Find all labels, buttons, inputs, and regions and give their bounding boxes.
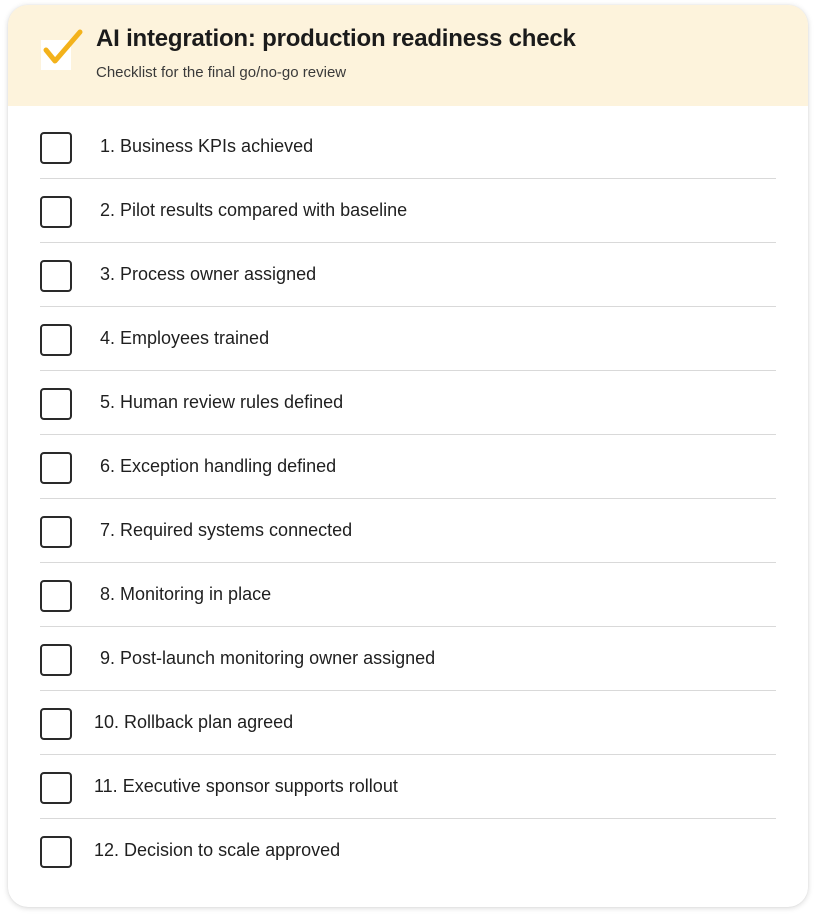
checkbox-item-9[interactable] [40, 644, 72, 676]
checkbox-item-7[interactable] [40, 516, 72, 548]
checkbox-item-8[interactable] [40, 580, 72, 612]
item-number: 2. [99, 200, 115, 220]
checkbox-item-6[interactable] [40, 452, 72, 484]
item-text: Rollback plan agreed [124, 712, 294, 732]
list-item [40, 371, 776, 435]
item-text: Decision to scale approved [124, 840, 341, 860]
item-label [94, 520, 774, 541]
checkbox-item-12[interactable] [40, 836, 72, 868]
list-item [40, 563, 776, 627]
item-number: 5. [99, 392, 115, 412]
item-text: Human review rules defined [120, 392, 344, 412]
item-text: Post-launch monitoring owner assigned [120, 648, 436, 668]
item-number: 12. [94, 840, 120, 860]
checkbox-item-1[interactable] [40, 132, 72, 164]
list-item [40, 243, 776, 307]
item-number: 6. [99, 456, 115, 476]
item-text: Monitoring in place [120, 584, 272, 604]
item-text: Employees trained [120, 328, 270, 348]
item-number: 7. [99, 520, 115, 540]
list-item [40, 499, 776, 563]
item-text: Required systems connected [120, 520, 353, 540]
checkbox-item-10[interactable] [40, 708, 72, 740]
item-number: 9. [99, 648, 115, 668]
item-label [94, 584, 774, 605]
item-label [94, 392, 774, 413]
list-item [40, 115, 776, 179]
item-label [94, 648, 774, 669]
item-label [94, 264, 774, 285]
item-number: 4. [99, 328, 115, 348]
list-item [40, 691, 776, 755]
item-text: Pilot results compared with baseline [120, 200, 408, 220]
page-title: AI integration: production readiness check [96, 25, 576, 52]
checkbox-item-5[interactable] [40, 388, 72, 420]
checklist [40, 115, 776, 883]
item-label [94, 200, 774, 221]
item-label [94, 840, 774, 861]
item-number: 11. [94, 776, 118, 796]
list-item [40, 755, 776, 819]
item-label [94, 776, 774, 797]
checklist-card [8, 5, 808, 907]
item-number: 3. [99, 264, 115, 284]
checkmark-icon [40, 28, 84, 72]
item-text: Exception handling defined [120, 456, 337, 476]
page-subtitle: Checklist for the final go/no-go review [96, 64, 347, 81]
item-number: 1. [99, 136, 115, 156]
item-number: 10. [94, 712, 120, 732]
item-text: Process owner assigned [120, 264, 317, 284]
list-item [40, 627, 776, 691]
item-label [94, 712, 774, 733]
item-text: Executive sponsor supports rollout [122, 776, 398, 796]
checkbox-item-2[interactable] [40, 196, 72, 228]
item-label [94, 328, 774, 349]
item-label [94, 456, 774, 477]
list-item [40, 819, 776, 883]
list-item [40, 307, 776, 371]
checkbox-item-11[interactable] [40, 772, 72, 804]
checkbox-item-3[interactable] [40, 260, 72, 292]
checklist-header [8, 5, 808, 106]
item-number: 8. [99, 584, 115, 604]
checkbox-item-4[interactable] [40, 324, 72, 356]
item-label [94, 136, 774, 157]
list-item [40, 435, 776, 499]
item-text: Business KPIs achieved [120, 136, 314, 156]
list-item [40, 179, 776, 243]
